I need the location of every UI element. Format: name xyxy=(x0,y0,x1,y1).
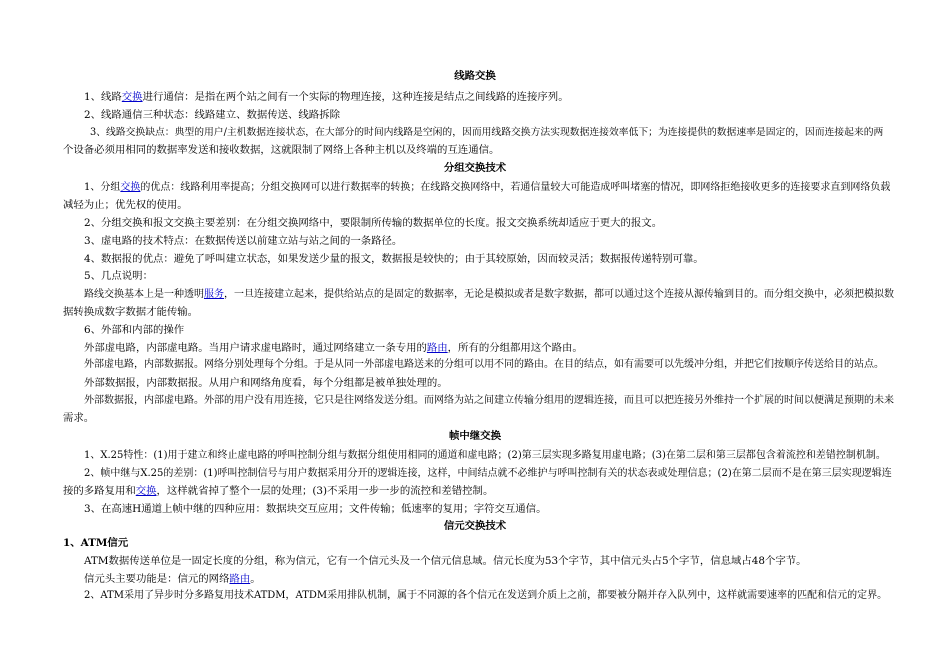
paragraph: 外部虚电路，内部数据报。网络分别处理每个分组。于是从同一外部虚电路送来的分组可以用不同的路由。在目的结点，如有需要可以先缓冲分组，并把它们按顺序传送给目的站点。 xyxy=(84,359,884,370)
subheading-atm-cell: 1、ATM信元 xyxy=(63,537,129,549)
paragraph: 1、线路交换进行通信：是指在两个站之间有一个实际的物理连接，这种连接是结点之间线路的连接序列。 xyxy=(84,91,569,103)
section-heading-frame-relay: 帧中继交换 xyxy=(449,430,501,442)
paragraph: 3、在高速H通道上帧中继的四种应用：数据块交互应用；文件传输；低速率的复用；字符交互通信。 xyxy=(84,503,547,515)
paragraph: 外部虚电路，内部虚电路。当用户请求虚电路时，通过网络建立一条专用的路由，所有的分组都用这个路由。 xyxy=(84,342,583,354)
link-exchange[interactable]: 交换 xyxy=(135,485,157,497)
paragraph: 外部数据报，内部虚电路。外部的用户没有用连接，它只是往网络发送分组。而网络为站之间建立传输分组用的逻辑连接，而且可以把连接另外维持一个扩展的时间以便满足预期的未来 xyxy=(84,395,894,406)
paragraph: 3、虚电路的技术特点：在数据传送以前建立站与站之间的一条路径。 xyxy=(84,235,403,247)
paragraph: 1、分组交换的优点：线路利用率提高；分组交换网可以进行数据率的转换；在线路交换网络中，若通信量较大可能造成呼叫堵塞的情况，即网络拒绝接收更多的连接要求直到网络负载 xyxy=(84,182,891,193)
link-service[interactable]: 服务 xyxy=(204,289,224,300)
paragraph: 信元头主要功能是：信元的网络路由。 xyxy=(84,573,261,585)
paragraph: ATM数据传送单位是一固定长度的分组，称为信元，它有一个信元头及一个信元信息域。信元长度为53个字节，其中信元头占5个字节，信息域占48个字节。 xyxy=(84,555,807,567)
paragraph: 2、帧中继与X.25的差别：(1)呼叫控制信号与用户数据采用分开的逻辑连接，这样，中间结点就不必维护与呼叫控制有关的状态表或处理信息；(2)在第二层而不是在第三层实现逻辑连 xyxy=(84,468,892,479)
paragraph: 需求。 xyxy=(63,412,95,424)
section-heading-cell-switching: 信元交换技术 xyxy=(443,520,507,532)
paragraph: 接的多路复用和交换，这样就省掉了整个一层的处理；(3)不采用一步一步的流控和差错控制。 xyxy=(63,485,494,497)
link-exchange[interactable]: 交换 xyxy=(120,182,141,193)
paragraph: 2、ATM采用了异步时分多路复用技术ATDM，ATDM采用排队机制，属于不同源的各个信元在发送到介质上之前，都要被分隔并存入队列中，这样就需要速率的匹配和信元的定界。 xyxy=(84,590,888,601)
link-route[interactable]: 路由 xyxy=(426,342,448,354)
paragraph: 1、X.25特性：(1)用于建立和终止虚电路的呼叫控制分组与数据分组使用相同的通道和虚电路；(2)第三层实现多路复用虚电路；(3)在第二层和第三层都包含着流控和差错控制机制。 xyxy=(84,450,886,461)
paragraph: 2、线路通信三种状态：线路建立、数据传送、线路拆除 xyxy=(84,109,340,121)
paragraph: 据转换成数字数据才能传输。 xyxy=(63,306,199,318)
paragraph: 6、外部和内部的操作 xyxy=(84,324,185,336)
link-exchange[interactable]: 交换 xyxy=(121,91,143,103)
paragraph: 路线交换基本上是一种透明服务，一旦连接建立起来，提供给站点的是固定的数据率，无论是模拟或者是数字数据，都可以通过这个连接从源传输到目的。而分组交换中，必须把模拟数 xyxy=(84,289,894,300)
paragraph: 3、线路交换缺点：典型的用户/主机数据连接状态，在大部分的时间内线路是空闲的，因而用线路交换方法实现数据连接效率低下；为连接提供的数据速率是固定的，因而连接起来的两 xyxy=(90,127,884,138)
paragraph: 减轻为止；优先权的使用。 xyxy=(63,199,188,211)
link-route[interactable]: 路由 xyxy=(229,573,251,585)
paragraph: 2、分组交换和报文交换主要差别：在分组交换网络中，要限制所传输的数据单位的长度。报文交换系统却适应于更大的报文。 xyxy=(84,217,663,229)
paragraph: 外部数据报，内部数据报。从用户和网络角度看，每个分组都是被单独处理的。 xyxy=(84,377,448,389)
section-heading-packet-switching: 分组交换技术 xyxy=(443,162,507,174)
paragraph: 个设备必须用相同的数据率发送和接收数据，这就限制了网络上各种主机以及终端的互连通信。 xyxy=(63,144,500,156)
paragraph: 5、几点说明： xyxy=(84,270,153,282)
section-heading-circuit-switching: 线路交换 xyxy=(454,70,496,82)
paragraph: 4、数据报的优点：避免了呼叫建立状态，如果发送少量的报文，数据报是较快的；由于其较原始，因而较灵活；数据报传递特别可靠。 xyxy=(84,253,704,265)
